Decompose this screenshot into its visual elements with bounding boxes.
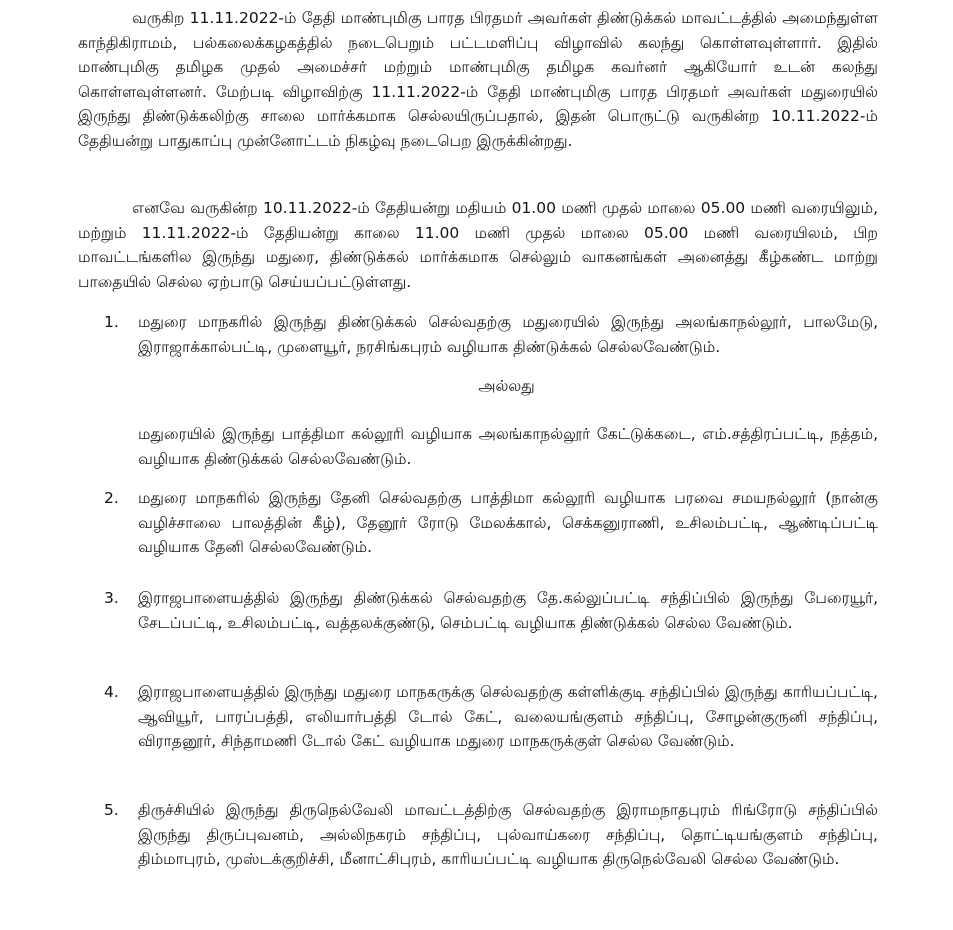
route-text: இராஜபாளையத்தில் இருந்து திண்டுக்கல் செல்வதற்கு தே.கல்லுப்பட்டி சந்திப்பில் இருந்து பேரையூர், சேடப்பட்டி, உசிலம்பட்டி, வத்தலக்குண்டு, செம்பட்டி வழியாக திண்டுக்கல் செல்ல வேண்டும். xyxy=(138,589,878,632)
route-number: 5. xyxy=(104,801,119,819)
route-number: 1. xyxy=(104,313,119,331)
route-item-1 xyxy=(104,310,878,359)
route-text: இராஜபாளையத்தில் இருந்து மதுரை மாநகருக்கு செல்வதற்கு கள்ளிக்குடி சந்திப்பில் இருந்து காரியப்பட்டி, ஆவியூர், பாரப்பத்தி, எலியார்பத்தி டோல் கேட், வலையங்குளம் சந்திப்பு, சோழன்குருனி சந்திப்பு, விராதனூர், சிந்தாமணி டோல் கேட் வழியாக மதுரை மாநகருக்குள் செல்ல வேண்டும். xyxy=(138,683,878,750)
or-separator: அல்லது xyxy=(478,377,535,395)
route-text: திருச்சியில் இருந்து திருநெல்வேலி மாவட்டத்திற்கு செல்வதற்கு இராமநாதபுரம் ரிங்ரோடு சந்திப்பில் இருந்து திருப்புவனம், அல்லிநகரம் சந்திப்பு, புல்வாய்கரை சந்திப்பு, தொட்டியங்குளம் சந்திப்பு, திம்மாபுரம், முஸ்டக்குறிச்சி, மீனாட்சிபுரம், காரியப்பட்டி வழியாக திருநெல்வேலி செல்ல வேண்டும். xyxy=(138,801,878,868)
diversion-notice-paragraph: எனவே வருகின்ற 10.11.2022-ம் தேதியன்று மதியம் 01.00 மணி முதல் மாலை 05.00 மணி வரையிலும், மற்றும் 11.11.2022-ம் தேதியன்று காலை 11.00 மணி முதல் மாலை 05.00 மணி வரையிலம், பிற மாவட்டங்களில இருந்து மதுரை, திண்டுக்கல் மார்க்கமாக செல்லும் வாகனங்கள் அனைத்து கீழ்கண்ட மாற்று பாதையில் செல்ல ஏற்பாடு செய்யப்பட்டுள்ளது. xyxy=(78,199,878,291)
route-text: மதுரை மாநகரில் இருந்து தேனி செல்வதற்கு பாத்திமா கல்லூரி வழியாக பரவை சமயநல்லூர் (நான்கு வழிச்சாலை பாலத்தின் கீழ்), தேனூர் ரோடு மேலக்கால், செக்கனுராணி, உசிலம்பட்டி, ஆண்டிப்பட்டி வழியாக தேனி செல்லவேண்டும். xyxy=(138,489,878,556)
route-alt-text: மதுரையில் இருந்து பாத்திமா கல்லூரி வழியாக அலங்காநல்லூர் கேட்டுக்கடை, எம்.சத்திரப்பட்டி, நத்தம், வழியாக திண்டுக்கல் செல்லவேண்டும். xyxy=(138,425,878,468)
route-item-1-alternative xyxy=(104,422,878,471)
route-number: 2. xyxy=(104,489,119,507)
route-item-4 xyxy=(104,680,878,754)
intro-paragraph: வருகிற 11.11.2022-ம் தேதி மாண்புமிகு பாரத பிரதமர் அவர்கள் திண்டுக்கல் மாவட்டத்தில் அமைந்துள்ள காந்திகிராமம், பல்கலைக்கழகத்தில் நடைபெறும் பட்டமளிப்பு விழாவில் கலந்து கொள்ளவுள்ளார். இதில் மாண்புமிகு தமிழக முதல் அமைச்சர் மற்றும் மாண்புமிகு தமிழக கவர்னர் ஆகியோர் உடன் கலந்து கொள்ளவுள்ளனர். மேற்படி விழாவிற்கு 11.11.2022-ம் தேதி மாண்புமிகு பாரத பிரதமர் அவர்கள் மதுரையில் இருந்து திண்டுக்கலிற்கு சாலை மார்க்கமாக செல்லயிருப்பதால், இதன் பொருட்டு வருகின்ற 10.11.2022-ம் தேதியன்று பாதுகாப்பு முன்னோட்டம் நிகழ்வு நடைபெற இருக்கின்றது. xyxy=(78,9,878,150)
route-text: மதுரை மாநகரில் இருந்து திண்டுக்கல் செல்வதற்கு மதுரையில் இருந்து அலங்காநல்லூர், பாலமேடு, இராஜாக்கால்பட்டி, முளையூர், நரசிங்கபுரம் வழியாக திண்டுக்கல் செல்லவேண்டும். xyxy=(138,313,878,356)
route-item-5 xyxy=(104,798,878,872)
route-item-2 xyxy=(104,486,878,560)
route-item-3 xyxy=(104,586,878,635)
route-number: 4. xyxy=(104,683,119,701)
route-number: 3. xyxy=(104,589,119,607)
